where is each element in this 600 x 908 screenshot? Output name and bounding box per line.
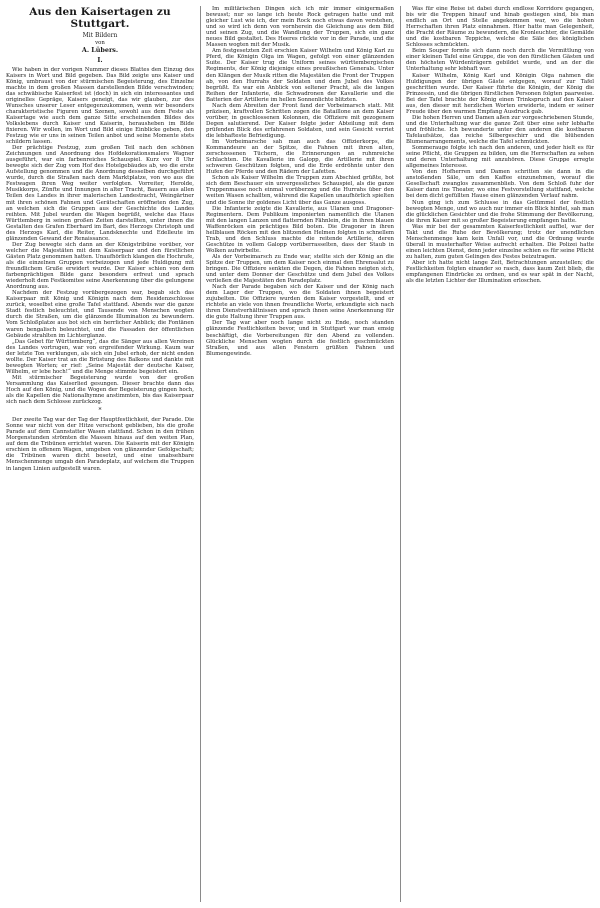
paragraph: Was mir bei der gesammten Kaiserfestlichkeit auffiel, war der Takt und die Ruhe der Bevölkerung; trotz der unendlichen Menschenmenge kam kein Unfall vor, und die Ordnung wurde überall in musterhafter Weise aufrecht erhalten. Die Polizei hatte einen leichten Dienst, denn jeder einzelne schien es für seine Pflicht zu halten, zum guten Gelingen des Festes beizutragen.	[406, 223, 594, 260]
paragraph: Schon als Kaiser Wilhelm die Truppen zum Abschied grüßte, bot sich dem Beschauer ein unvergessliches Schauspiel, als die ganze Truppenmasse noch einmal vorüberzog und die Hurrahs über den weiten Wasen schallten, während die Kapellen unaufhörlich spielten und die Sonne ihr goldenes Licht über das Ganze ausgoss.	[206, 175, 394, 206]
paragraph: Mit stürmischer Begeisterung wurde von der großen Versammlung das Kaiserlied gesungen. Dieser brachte dann das Hoch auf den König, und die Wogen der Begeisterung gingen hoch, als die Kapellen die Nationalhymne anstimmten, bis das Kaiserpaar sich nach dem Schlosse zurückzog.	[6, 374, 194, 406]
paragraph: Nach der Parade begaben sich der Kaiser und der König nach dem Lager der Truppen, wo die Soldaten ihnen begeistert zujubelten. Die Offiziere wurden dem Kaiser vorgestellt, und er richtete an viele von ihnen freundliche Worte, erkundigte sich nach ihren Dienstverhältnissen und sprach ihnen seine Anerkennung für die gute Haltung ihrer Truppen aus.	[206, 284, 394, 321]
column-divider	[400, 6, 401, 902]
article-subtitle: Mit Bildern	[82, 32, 118, 39]
paragraph: Von den Hofherren und Damen schritten sie dann in die anstoßenden Säle, um den Kaffee einzunehmen, worauf die Gesellschaft zwanglos zusammenblieb. Von dem Schloß fuhr der Kaiser dann ins Theater, wo eine Festvorstellung stattfand, welche bei dem dicht gefüllten Hause einen glänzenden Verlauf nahm.	[406, 169, 594, 200]
paragraph: Wie haben in der vorigen Nummer dieses Blattes den Einzug des Kaisers in Wort und Bild gegeben. Das Bild zeigte uns Kaiser und König, umbraust von der stürmischen Begeisterung, des Einzelne machte in dem großen Massen darstellenden Bilde verschwinden; das schwäbische Kaiserfest ist (doch) in sich ein interessantes und originelles Gepräge, Kaisers geneigt, das wir glauben, zur des Wunsches unserer Leser entgegenzukommen, wenn wir besonders charakteristische Figuren und Szenen, sowohl aus dem Feste als Kaisertage wie auch dem ganze Sitte erscheinenden Bildes des Volkslebens durch Kaiser und Kaiserin, herausheben im Bilde fixieren. Wir wollen, im Wort und Bild einige Einblicke geben, den Festzug wie er uns in seinen Teilen anbot und seine Momente stets schildern lassen.	[6, 66, 194, 146]
paragraph: Sommerauge folgte ich nach den anderen, und jeder hielt es für seine Pflicht, die Gruppen zu bilden, um die Herrschaften zu sehen und deren Unterhaltung mit anzuhören. Diese Gruppe erregte allgemeines Interesse.	[406, 145, 594, 170]
paragraph: Kaiser Wilhelm, König Karl und Königin Olga nahmen die Huldigungen der übrigen Gäste entgegen, worauf zur Tafel geschritten wurde. Der Kaiser führte die Königin, der König die Prinzessin, und die übrigen fürstlichen Personen folgten paarweise. Bei der Tafel brachte der König einen Trinkspruch auf den Kaiser aus, den dieser mit herzlichen Worten erwiderte, indem er seiner Freude über den warmen Empfang Ausdruck gab.	[406, 72, 594, 115]
paragraph: Der Zug bewegte sich dann an der Königstribüne vorüber, vor welcher die Majestäten mit dem Kaiserpaar und den fürstlichen Gästen Platz genommen hatten. Unaufhörlich klangen die Hochrufe, als die einzelnen Gruppen vorbeizogen und jede Huldigung mit freundlichem Gruße erwidert wurde. Der Kaiser schien von dem farbenprächtigen Bilde ganz besonders erfreut und sprach wiederholt dem Festkomitee seine Anerkennung über die gelungene Anordnung aus.	[6, 241, 194, 291]
paragraph: Nun ging ich zum Schlusse in das Getümmel der festlich bewegten Menge, und wo auch nur immer ein Blick hinfiel, sah man die glücklichen Gesichter und die frohe Stimmung der Bevölkerung, die ihren Kaiser mit so großer Begeisterung empfangen hatte.	[406, 199, 594, 224]
article-author: A. Lübers.	[81, 45, 119, 54]
paragraph: Aber ich hatte nicht lange Zeit, Betrachtungen anzustellen; die Festlichkeiten folgten einander so rasch, dass kaum Zeit blieb, die empfangenen Eindrücke zu ordnen, und es war spät in der Nacht, als die letzten Lichter der Illumination erloschen.	[406, 259, 594, 285]
newspaper-page	[6, 6, 594, 902]
paragraph: Was für eine Reise ist dabei durch endlose Korridore gegangen, bis wir die Treppen hinauf und hinab gestiegen sind, bis man endlich an Ort und Stelle angekommen war, wo die hohen Herrschaften ihren Platz einnahmen. Hier hatte man Gelegenheit, die Pracht der Räume zu bewundern, die Kronleuchter, die Gemälde und die kostbaren Teppiche, welche die Säle des königlichen Schlosses schmückten.	[406, 6, 594, 49]
paragraph: Nachdem der Festzug vorübergezogen war, begab sich das Kaiserpaar mit König und Königin nach dem Residenzschlosse zurück, woselbst eine große Tafel stattfand. Abends war die ganze Stadt festlich beleuchtet, und Tausende von Menschen wogten durch die Straßen, um die glänzende Illumination zu bewundern. Vom Schloßplatze aus bot sich ein herrlicher Anblick; die Fontänen waren bengalisch beleuchtet, und die Fassaden der öffentlichen Gebäude strahlten im Lichterglanze.	[6, 290, 194, 339]
column-right	[406, 6, 594, 902]
paragraph: Beim Souper formte sich dann noch durch die Vermittlung von einer kleinen Tafel eine Gruppe, die von den fürstlichen Gästen und den höchsten Würdenträgern gebildet wurde, und an der die Unterhaltung sehr lebhaft war.	[406, 48, 594, 73]
paragraph: Die Infanterie zeigte die Kavallerie, aus Ulanen und Dragoner-Regimentern. Dem Publikum imponierten namentlich die Ulanen mit den langen Lanzen und flatternden Fähnlein, die in ihren blauen Waffenröcken ein prächtiges Bild boten. Die Dragoner in ihren hellblauen Röcken mit den blitzenden Helmen folgten in schnellem Trab, und den Schluss machte die reitende Artillerie, deren Geschütze in vollem Galopp vorüberrasselten, dass der Staub in Wolken aufwirbelte.	[206, 205, 394, 254]
paragraph: Der prächtige Festzug, zum großen Teil nach den schönen Zeichnungen und Anordnung des Hofdekorationsmalers Wagner ausgeführt, war ein farbenreiches Schauspiel. Kurz vor 8 Uhr bewegte sich der Zug vom Hof des Hotelgebäudes ab, wo die erste Aufstellung genommen und die Anordnung desselben durchgeführt wurde, durch die Straßen nach dem Marktplatze, von wo aus die Festwagen ihren Weg weiter verfolgten. Vorreiter, Herolde, Musikkorps, Zünfte und Innungen in alter Tracht, Bauern aus allen Teilen des Landes in ihrer malerischen Landestracht, Weingärtner mit ihren schönen Fahnen und Gerätschaften eröffneten den Zug, an welchen sich die Gruppen aus der Geschichte des Landes reihten. Mit Jubel wurden die Wagen begrüßt, welche das Haus Württemberg in seinen großen Zeiten darstellten, unter ihnen die Gestalten des Grafen Eberhard im Bart, des Herzogs Christoph und des Herzogs Karl, die Reiter, Landsknechte und Edelleute im glänzenden Gewand der Renaissance.	[6, 145, 194, 242]
column-middle	[206, 6, 394, 902]
paragraph: Als der Vorbeimarsch zu Ende war, stellte sich der König an die Spitze der Truppen, um dem Kaiser noch einmal den Ehrensalut zu bringen. Die Offiziere senkten die Degen, die Fahnen neigten sich, und unter dem Donner der Geschütze und dem Jubel des Volkes verließen die Majestäten den Paradeplatz.	[206, 253, 394, 285]
column-divider	[200, 6, 201, 902]
column-left	[6, 6, 194, 902]
paragraph: Nach dem Abreiten der Front fand der Vorbeimarsch statt. Mit präzisen, kraftvollen Schritten zogen die Bataillone an dem Kaiser vorüber, in geschlossenen Kolonnen, die Offiziere mit gezogenem Degen salutierend. Der Kaiser folgte jeder Abteilung mit dem prüfenden Blick des erfahrenen Soldaten, und sein Gesicht verriet die lebhafteste Befriedigung.	[206, 102, 394, 139]
paragraph: Die hohen Herren und Damen aßen zur vorgeschriebenen Stunde, und die Unterhaltung war die ganze Zeit über eine sehr lebhafte und fröhliche. Ich bewunderte unter den anderen die kostbaren Tafelaufsätze, das reiche Silbergeschirr und die blühenden Blumenarrangements, welche die Tafel schmückten.	[406, 114, 594, 146]
paragraph: Der Tag war aber noch lange nicht zu Ende, noch standen glänzende Festlichkeiten bevor, und in Stuttgart war man emsig beschäftigt, die Vorbereitungen für den Abend zu vollenden. Glückliche Menschen wogten durch die festlich geschmückten Straßen, und aus allen Fenstern grüßten Fahnen und Blumengewinde.	[206, 320, 394, 357]
byline-prefix: von	[95, 40, 105, 46]
section-separator: *	[98, 407, 102, 415]
section-number: I.	[97, 56, 103, 64]
paragraph: „Das Gebet für Württemberg“, das die Sänger aus allen Vereinen des Landes vortrugen, war von ergreifender Wirkung. Kaum war der letzte Ton verklungen, als sich ein Jubel erhob, der nicht enden wollte. Der Kaiser trat an die Brüstung des Balkons und dankte mit bewegten Worten; er rief: „Seine Majestät der deutsche Kaiser, Wilhelm, er lebe hoch!“ und die Menge stimmte begeistert ein.	[6, 338, 194, 375]
paragraph: Im Vorbeimarsche sah man auch das Offizierkorps, die Kommandeure an der Spitze, die Fahnen mit ihren alten, zerschossenen Tüchern, die Erinnerungen an ruhmreiche Schlachten. Die Kavallerie im Galopp, die Artillerie mit ihren schweren Geschützen folgten, und die Erde erdröhnte unter den Hufen der Pferde und den Rädern der Lafetten.	[206, 139, 394, 176]
paragraph: Der zweite Tag war der Tag der Hauptfestlichkeit, der Parade. Die Sonne war nicht von der Hitze verschont geblieben, bis die große Parade auf dem Cannstatter Wasen stattfand. Schon in den frühen Morgenstunden strömten die Massen hinaus auf den weiten Plan, auf dem die Tribünen errichtet waren. Die Kaiserin mit der Königin erschien in offenem Wagen, umgeben von glänzender Gefolgschaft; die Tribünen waren dicht besetzt, und eine unabsehbare Menschenmenge umgab den Paradeplatz, auf welchem die Truppen in langen Linien aufgestellt waren.	[6, 417, 194, 472]
article-title: Aus den Kaisertagen zu Stuttgart.	[29, 6, 171, 30]
paragraph: Am festgesetzten Zeit erschien Kaiser Wilhelm und König Karl zu Pferd, die Königin Olga im Wagen, gefolgt von einer glänzenden Suite. Der Kaiser trug die Uniform seines württembergischen Regiments, der König diejenige eines preußischen Generals. Unter den Klängen der Musik ritten die Majestäten die Front der Truppen ab, von den Hurrahs der Soldaten und dem Jubel des Volkes begrüßt. Es war ein Anblick von seltener Pracht, als die langen Reihen der Infanterie, die Schwadronen der Kavallerie und die Batterien der Artillerie im hellen Sonnenlichte blitzten.	[206, 48, 394, 103]
paragraph: Im militärischen Dingen sich ich mir immer einigermaßen bewusst; nur so lange ich heute Rock getragen hatte und mit gleicher Lust wie ich, der mein Rock noch etwas davon verstehen, und so wird ich denn von vornherein die Gleichung aus dem Bild und seinen Zug, und die Wandlung der Truppen, sich ein ganz neues Bild gestaltet. Des Heeres rückte vor in der Parade, und die Massen wogten mit der Musik.	[206, 6, 394, 49]
